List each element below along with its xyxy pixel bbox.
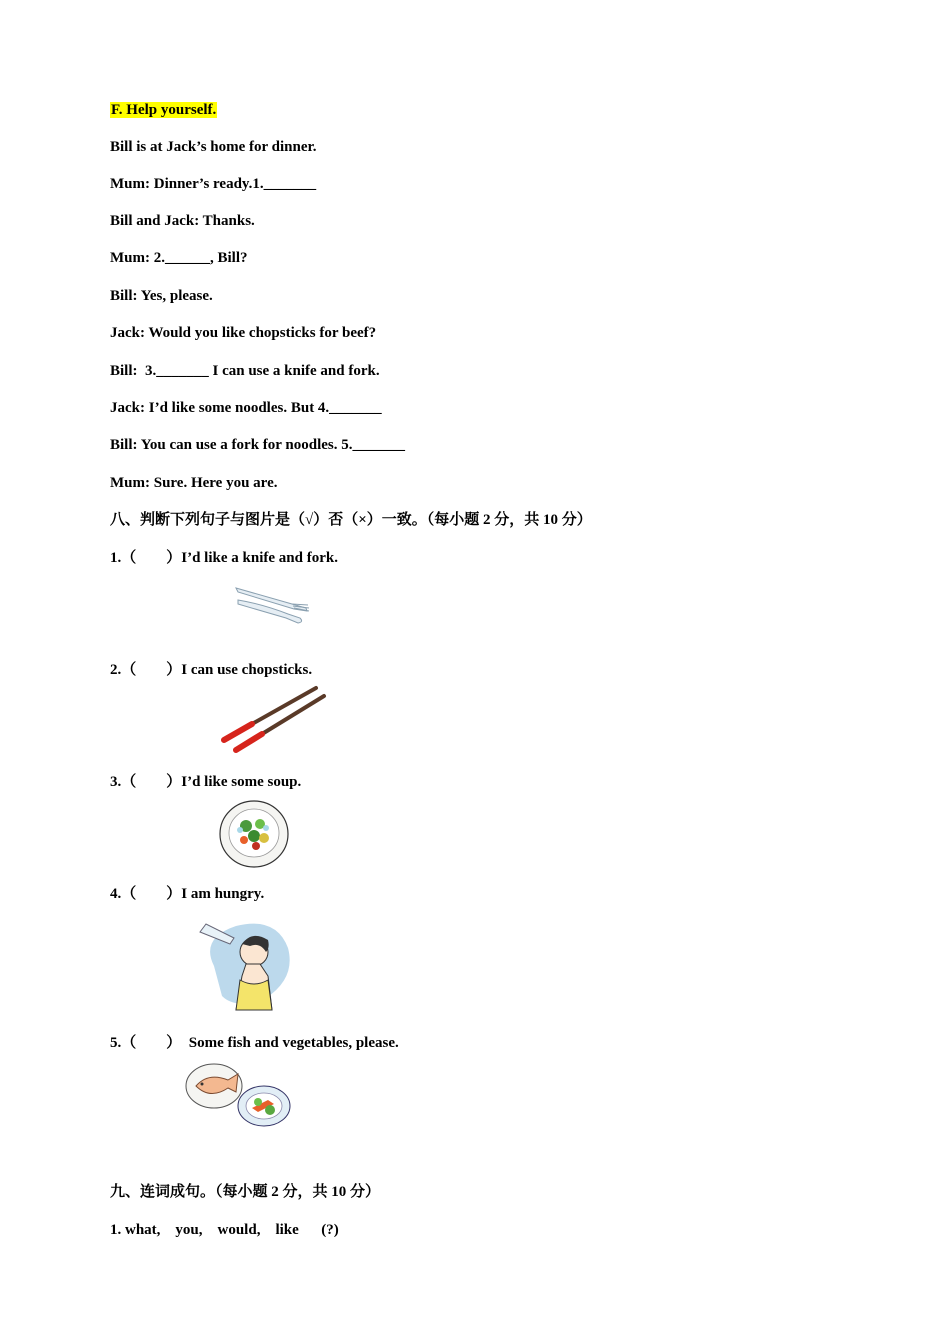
knife-fork-icon	[232, 578, 312, 628]
dialogue-line: Bill is at Jack’s home for dinner.	[110, 139, 317, 155]
dialogue-line: Mum: 2.______, Bill?	[110, 250, 248, 266]
fish-vegetables-icon	[184, 1060, 294, 1130]
section-f-heading: F. Help yourself.	[111, 102, 217, 118]
judge-item-2: 2.（ ）I can use chopsticks.	[110, 662, 313, 678]
dialogue-line: Bill: You can use a fork for noodles. 5._______	[110, 437, 406, 453]
judge-item-1: 1.（ ）I’d like a knife and fork.	[110, 550, 338, 566]
judge-item-3: 3.（ ）I’d like some soup.	[110, 774, 302, 790]
reorder-item-1: 1. what, you, would, like (?)	[110, 1222, 339, 1238]
judge-item-4: 4.（ ）I am hungry.	[110, 886, 265, 902]
dialogue-line: Mum: Sure. Here you are.	[110, 475, 278, 491]
dialogue-line: Bill: 3._______ I can use a knife and fork.	[110, 363, 380, 379]
chopsticks-icon	[216, 684, 336, 754]
section-8-heading: 八、判断下列句子与图片是（√）否（×）一致。（每小题 2 分，共 10 分）	[110, 512, 592, 528]
dialogue-line: Bill and Jack: Thanks.	[110, 213, 255, 229]
dialogue-line: Jack: Would you like chopsticks for beef?	[110, 325, 377, 341]
salad-bowl-icon	[216, 798, 292, 870]
dialogue-line: Jack: I’d like some noodles. But 4._______	[110, 400, 382, 416]
dialogue-line: Bill: Yes, please.	[110, 288, 213, 304]
boy-drinking-icon	[196, 918, 296, 1014]
judge-item-5: 5.（ ） Some fish and vegetables, please.	[110, 1035, 399, 1051]
dialogue-line: Mum: Dinner’s ready.1._______	[110, 176, 317, 192]
section-9-heading: 九、连词成句。（每小题 2 分，共 10 分）	[110, 1184, 381, 1200]
